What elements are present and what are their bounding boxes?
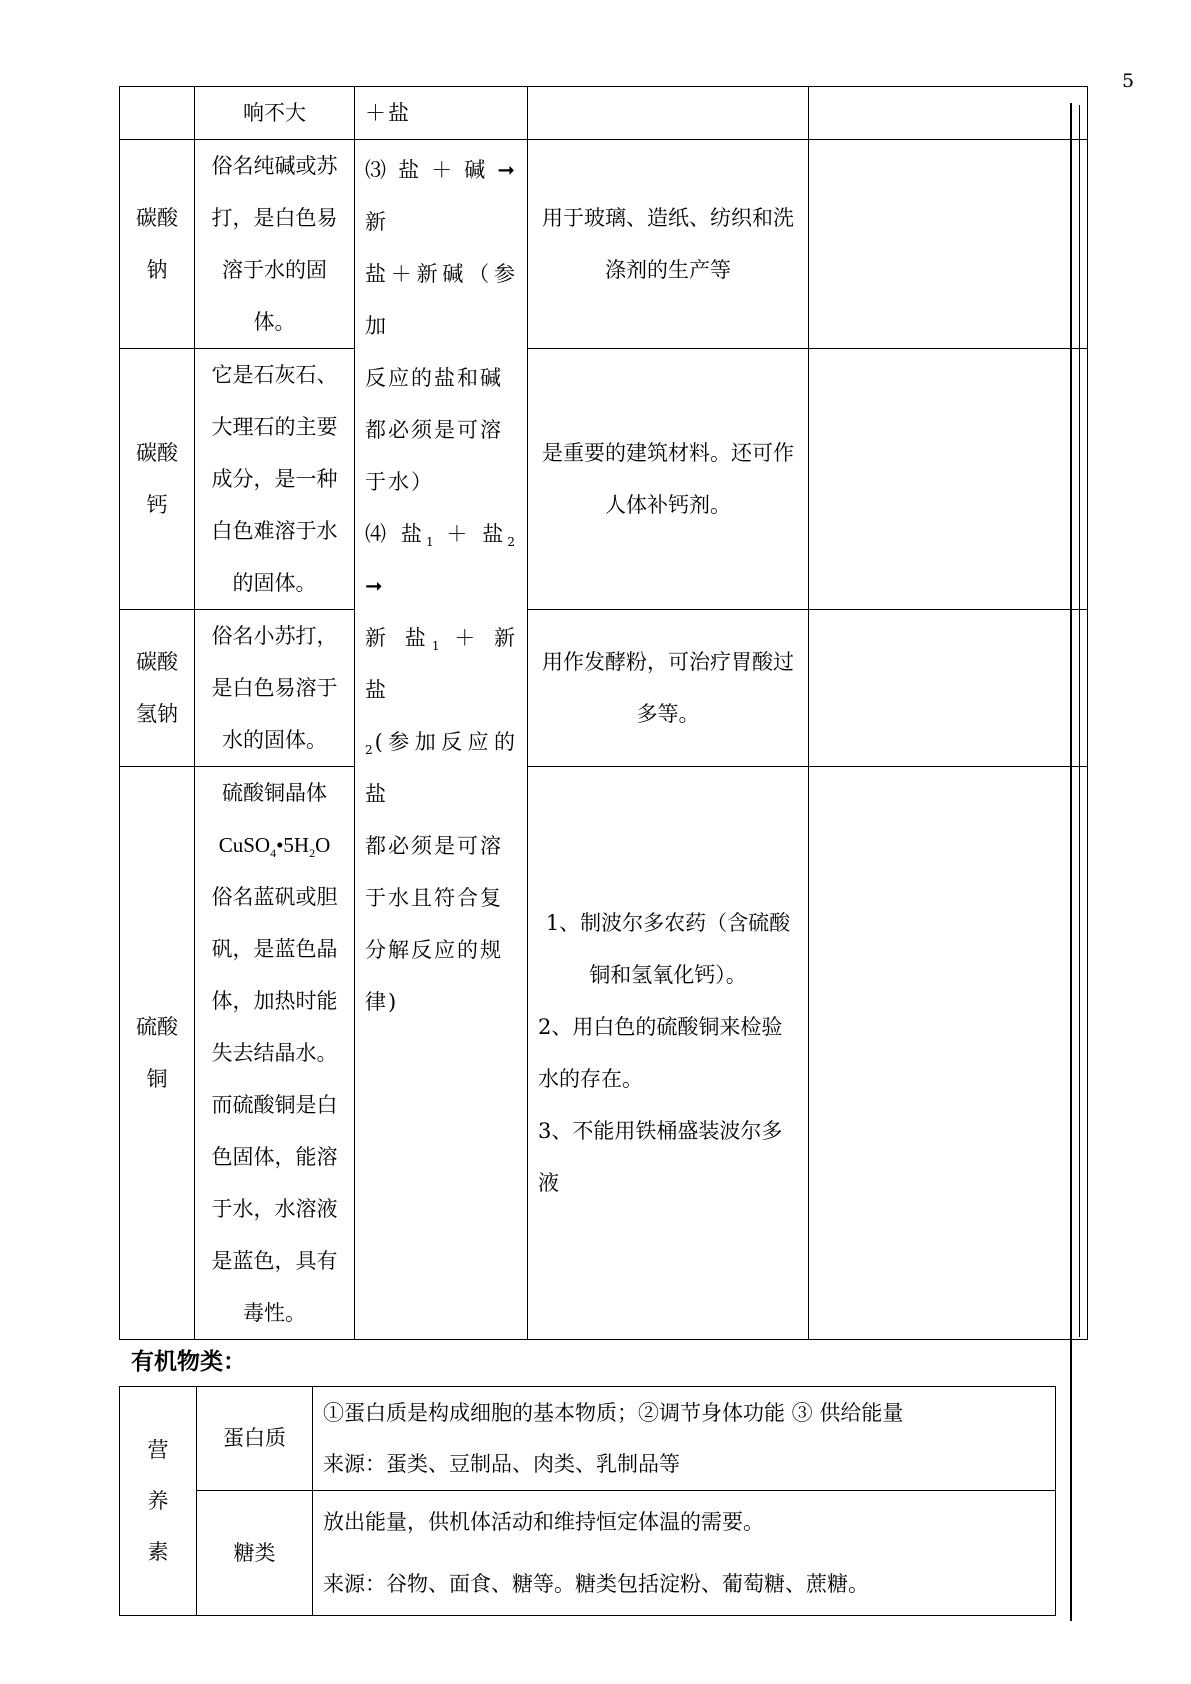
salt-name-cell: 硫酸 铜 <box>120 767 195 1340</box>
salt-extra-cell <box>809 140 1088 349</box>
category-cell: 营 养 素 <box>120 1387 197 1616</box>
nutrient-detail-cell: ①蛋白质是构成细胞的基本物质；②调节身体功能 ③ 供给能量 来源：蛋类、豆制品、肉类、乳制品等 <box>313 1387 1056 1491</box>
salt-property-cell: 俗名小苏打， 是白色易溶于 水的固体。 <box>195 610 355 767</box>
salt-property-cell: 俗名纯碱或苏 打，是白色易 溶于水的固 体。 <box>195 140 355 349</box>
salt-name-cell: 碳酸 钠 <box>120 140 195 349</box>
salt-use-cell: 用于玻璃、造纸、纺织和洗 涤剂的生产等 <box>528 140 809 349</box>
page-number: 5 <box>1122 70 1135 92</box>
table-row <box>120 610 1088 767</box>
table-row <box>120 767 1088 1340</box>
nutrient-name-cell: 蛋白质 <box>197 1387 313 1491</box>
salt-name-cell <box>120 87 195 140</box>
table-row <box>120 1491 1056 1616</box>
salt-reaction-cell: ＋盐 <box>355 87 528 140</box>
salt-property-cell: 硫酸铜晶体 $CuSO_4•5H_2O$ 俗名蓝矾或胆 矾，是蓝色晶 体，加热时能 失去结晶水。 而硫酸铜是白 色固体，能溶 于水，水溶液 是蓝色，具有 毒性。 <box>195 767 355 1340</box>
salt-use-cell: 1、制波尔多农药（含硫酸 铜和氢氧化钙）。 2、用白色的硫酸铜来检验 水的存在。 3、不能用铁桶盛装波尔多 液 <box>528 767 809 1340</box>
salt-name-cell: 碳酸 钙 <box>120 349 195 610</box>
salt-reaction-cell: ⑶ 盐 ＋ 碱 ➞ 新 盐＋新碱（参加 反应的盐和碱 都必须是可溶 于水） ⑷ 盐$_1$ ＋ 盐$_2$ ➞ 新 盐$_1$ ＋ 新 盐 $_2$(参加反应的盐 都必须是可溶 于水且符合复 分解反应的规 律) <box>355 140 528 1340</box>
salt-extra-cell <box>809 767 1088 1340</box>
salts-table <box>119 86 1088 1340</box>
salt-use-cell: 用作发酵粉，可治疗胃酸过 多等。 <box>528 610 809 767</box>
table-row <box>120 349 1088 610</box>
organic-table <box>119 1386 1056 1616</box>
salt-extra-cell <box>809 87 1088 140</box>
salt-extra-cell <box>809 610 1088 767</box>
table-row <box>120 87 1088 140</box>
salt-property-cell: 响不大 <box>195 87 355 140</box>
table-row <box>120 1387 1056 1491</box>
nutrient-detail-cell: 放出能量，供机体活动和维持恒定体温的需要。 来源：谷物、面食、糖等。糖类包括淀粉、葡萄糖、蔗糖。 <box>313 1491 1056 1616</box>
salt-use-cell: 是重要的建筑材料。还可作 人体补钙剂。 <box>528 349 809 610</box>
salt-use-cell <box>528 87 809 140</box>
section-heading: 有机物类： <box>131 1349 246 1375</box>
chemical-formula: $CuSO_4•5H_2O$ <box>218 833 331 861</box>
salt-extra-cell <box>809 349 1088 610</box>
salt-name-cell: 碳酸 氢钠 <box>120 610 195 767</box>
table-row <box>120 140 1088 349</box>
nutrient-name-cell: 糖类 <box>197 1491 313 1616</box>
salt-property-cell: 它是石灰石、 大理石的主要 成分，是一种 白色难溶于水 的固体。 <box>195 349 355 610</box>
